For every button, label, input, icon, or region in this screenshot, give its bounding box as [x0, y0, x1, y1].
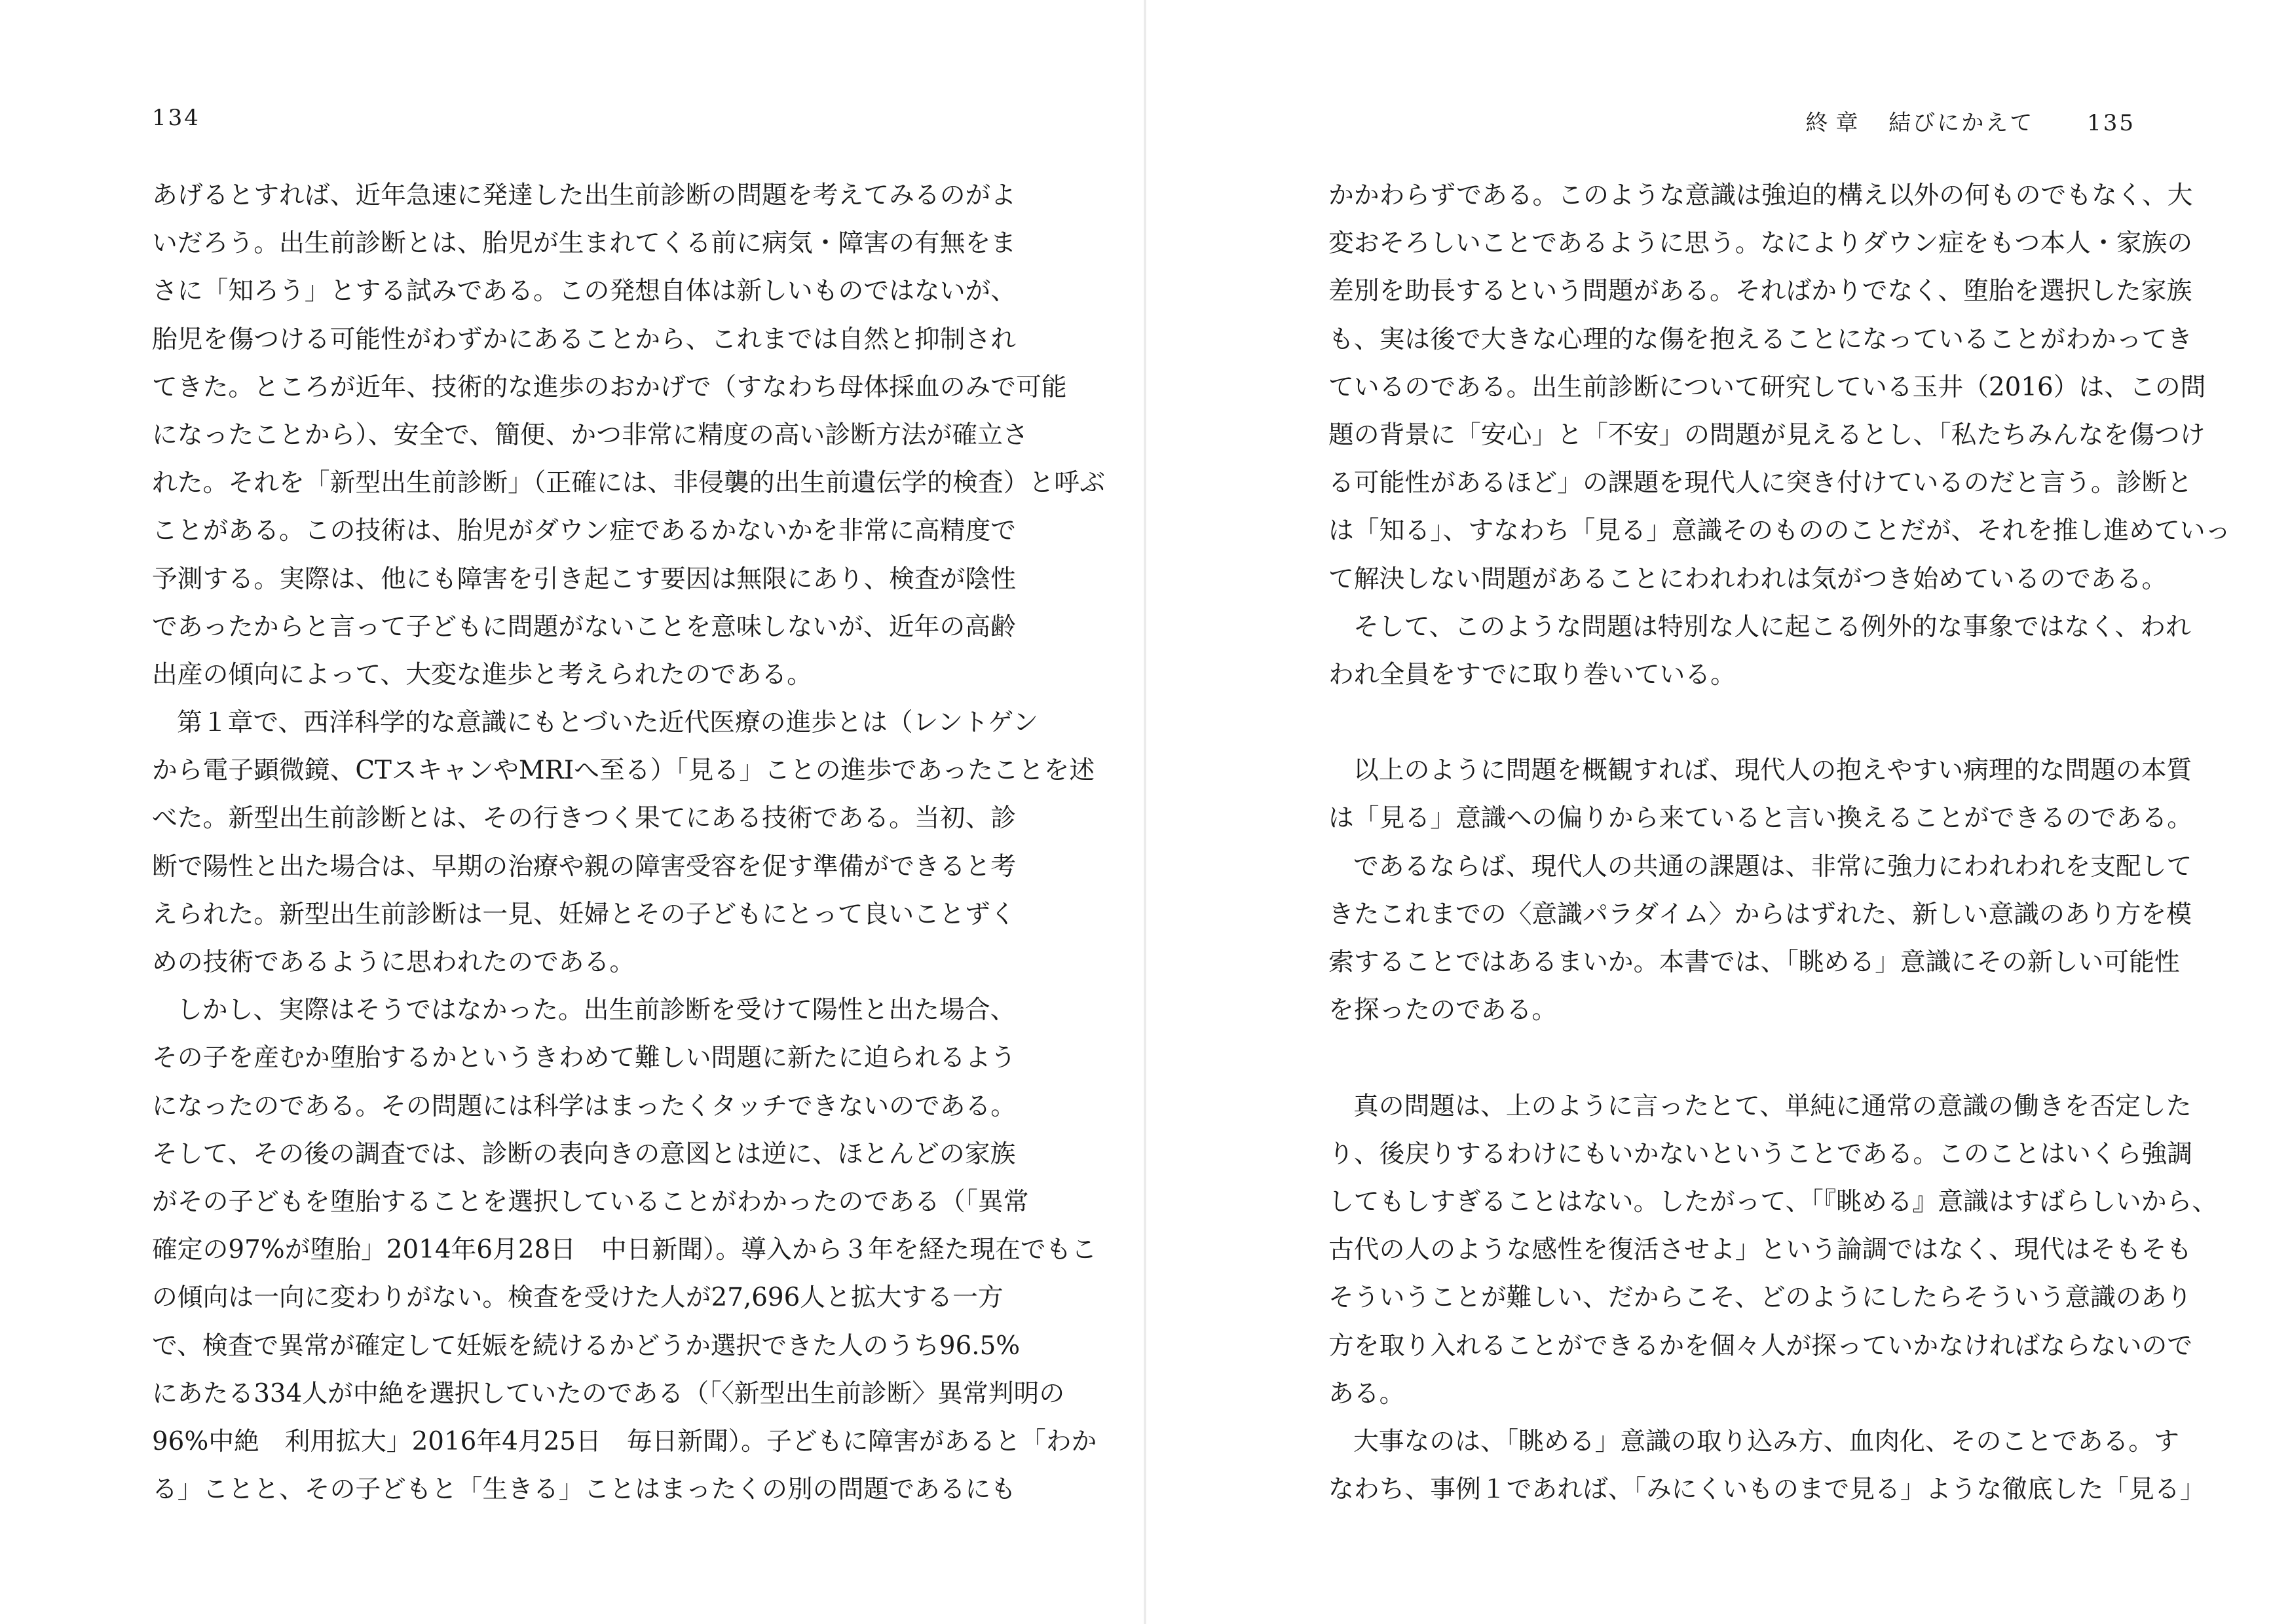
text-line: も、実は後で大きな心理的な傷を抱えることになっていることがわかってき: [1328, 324, 2193, 354]
text-line: になったのである。その問題には科学はまったくタッチできないのである。: [152, 1091, 1017, 1121]
text-line: ことがある。この技術は、胎児がダウン症であるかないかを非常に高精度で: [152, 516, 1017, 546]
text-line: 出産の傾向によって、大変な進歩と考えられたのである。: [152, 659, 812, 690]
text-line: は「知る」、すなわち「見る」意識そのもののことだが、それを推し進めていっ: [1328, 516, 2231, 546]
text-line: きたこれまでの〈意識パラダイム〉からはずれた、新しい意識のあり方を模: [1328, 899, 2192, 929]
text-line: そして、その後の調査では、診断の表向きの意図とは逆に、ほとんどの家族: [152, 1139, 1016, 1169]
text-line: しかし、実際はそうではなかった。出生前診断を受けて陽性と出た場合、: [177, 995, 1016, 1025]
text-line: る」ことと、その子どもと「生きる」ことはまったくの別の問題であるにも: [152, 1475, 1017, 1505]
text-line: 方を取り入れることができるかを個々人が探っていかなければならないので: [1328, 1331, 2193, 1361]
text-line: の傾向は一向に変わりがない。検査を受けた人が27,696人と拡大する一方: [152, 1283, 1004, 1313]
text-line: になったことから）、安全で、簡便、かつ非常に精度の高い診断方法が確立さ: [152, 420, 1028, 450]
text-line: ているのである。出生前診断について研究している玉井（2016）は、この問: [1328, 372, 2206, 402]
text-line: 確定の97%が堕胎」2014年6月28日 中日新聞）。導入から３年を経た現在でもこ: [152, 1235, 1097, 1265]
text-line: 96%中絶 利用拡大」2016年4月25日 毎日新聞）。子どもに障害があると「わか: [152, 1426, 1097, 1456]
text-line: て解決しない問題があることにわれわれは気がつき始めているのである。: [1328, 564, 2168, 594]
text-line: われ全員をすでに取り巻いている。: [1328, 659, 1736, 690]
text-line: その子を産むか堕胎するかというきわめて難しい問題に新たに迫られるよう: [152, 1043, 1017, 1073]
text-line: 断で陽性と出た場合は、早期の治療や親の障害受容を促す準備ができると考: [152, 851, 1017, 881]
text-line: る可能性があるほど」の課題を現代人に突き付けているのだと言う。診断と: [1328, 468, 2193, 498]
text-line: さに「知ろう」とする試みである。この発想自体は新しいものではないが、: [152, 276, 1017, 306]
text-line: 古代の人のような感性を復活させよ」という論調ではなく、現代はそもそも: [1328, 1235, 2192, 1265]
text-line: 差別を助長するという問題がある。そればかりでなく、堕胎を選択した家族: [1328, 276, 2192, 306]
text-line: [1328, 699, 2155, 747]
text-line: から電子顕微鏡、CTスキャンやMRIへ至る）「見る」ことの進歩であったことを述: [152, 756, 1095, 786]
text-line: そういうことが難しい、だからこそ、どのようにしたらそういう意識のあり: [1328, 1283, 2192, 1313]
text-line: なわち、事例１であれば、「みにくいものまで見る」ような徹底した「見る」: [1328, 1475, 2206, 1505]
text-line: めの技術であるように思われたのである。: [152, 948, 635, 977]
text-line: 題の背景に「安心」と「不安」の問題が見えるとし、「私たちみんなを傷つけ: [1328, 420, 2206, 450]
running-head-chapter: 終章: [1805, 110, 1866, 136]
text-line: ある。: [1328, 1378, 1405, 1409]
text-line: がその子どもを堕胎することを選択していることがわかったのである（「異常: [152, 1187, 1029, 1217]
text-line: あげるとすれば、近年急速に発達した出生前診断の問題を考えてみるのがよ: [152, 181, 1017, 210]
text-line: は「見る」意識への偏りから来ていると言い換えることができるのである。: [1328, 803, 2193, 834]
text-line: べた。新型出生前診断とは、その行きつく果てにある技術である。当初、診: [152, 803, 1017, 834]
text-line: かかわらずである。このような意識は強迫的構え以外の何ものでもなく、大: [1328, 181, 2193, 210]
text-line: そして、このような問題は特別な人に起こる例外的な事象ではなく、われ: [1353, 612, 2191, 642]
text-line: いだろう。出生前診断とは、胎児が生まれてくる前に病気・障害の有無をま: [152, 229, 1017, 259]
text-line: を探ったのである。: [1328, 995, 1558, 1025]
page-number-right: 135: [2087, 110, 2135, 136]
left-page-body: [152, 172, 1105, 1513]
text-line: 大事なのは、「眺める」意識の取り込み方、血肉化、そのことである。す: [1353, 1426, 2179, 1456]
text-line: [1328, 1034, 2155, 1082]
text-line: 以上のように問題を概観すれば、現代人の抱えやすい病理的な問題の本質: [1353, 756, 2192, 786]
text-line: してもしすぎることはない。したがって、「『眺める』意識はすばらしいから、: [1328, 1187, 2218, 1217]
page-number-left: 134: [152, 105, 200, 131]
text-line: 第１章で、西洋科学的な意識にもとづいた近代医療の進歩とは（レントゲン: [177, 708, 1039, 738]
right-page-body: [1328, 172, 2231, 1513]
text-line: れた。それを「新型出生前診断」（正確には、非侵襲的出生前遺伝学的検査）と呼ぶ: [152, 468, 1105, 498]
text-line: り、後戻りするわけにもいかないということである。このことはいくら強調: [1328, 1139, 2193, 1169]
right-page: [1145, 0, 2290, 1624]
text-line: えられた。新型出生前診断は一見、妊婦とその子どもにとって良いことずく: [152, 899, 1016, 929]
text-line: 変おそろしいことであるように思う。なによりダウン症をもつ本人・家族の: [1328, 229, 2193, 259]
text-line: であったからと言って子どもに問題がないことを意味しないが、近年の高齢: [152, 612, 1016, 642]
running-head: [1805, 105, 2135, 137]
text-line: 真の問題は、上のように言ったとて、単純に通常の意識の働きを否定した: [1353, 1091, 2192, 1121]
text-line: にあたる334人が中絶を選択していたのである（「〈新型出生前診断〉異常判明の: [152, 1378, 1065, 1409]
text-line: 胎児を傷つける可能性がわずかにあることから、これまでは自然と抑制され: [152, 324, 1017, 354]
text-line: てきた。ところが近年、技術的な進歩のおかげで（すなわち母体採血のみで可能: [152, 372, 1067, 402]
running-head-title: 結びにかえて: [1888, 110, 2035, 136]
text-line: 予測する。実際は、他にも障害を引き起こす要因は無限にあり、検査が陰性: [152, 564, 1017, 594]
text-line: であるならば、現代人の共通の課題は、非常に強力にわれわれを支配して: [1353, 851, 2192, 881]
text-line: 索することではあるまいか。本書では、「眺める」意識にその新しい可能性: [1328, 948, 2180, 977]
text-line: で、検査で異常が確定して妊娠を続けるかどうか選択できた人のうち96.5%: [152, 1331, 1021, 1361]
